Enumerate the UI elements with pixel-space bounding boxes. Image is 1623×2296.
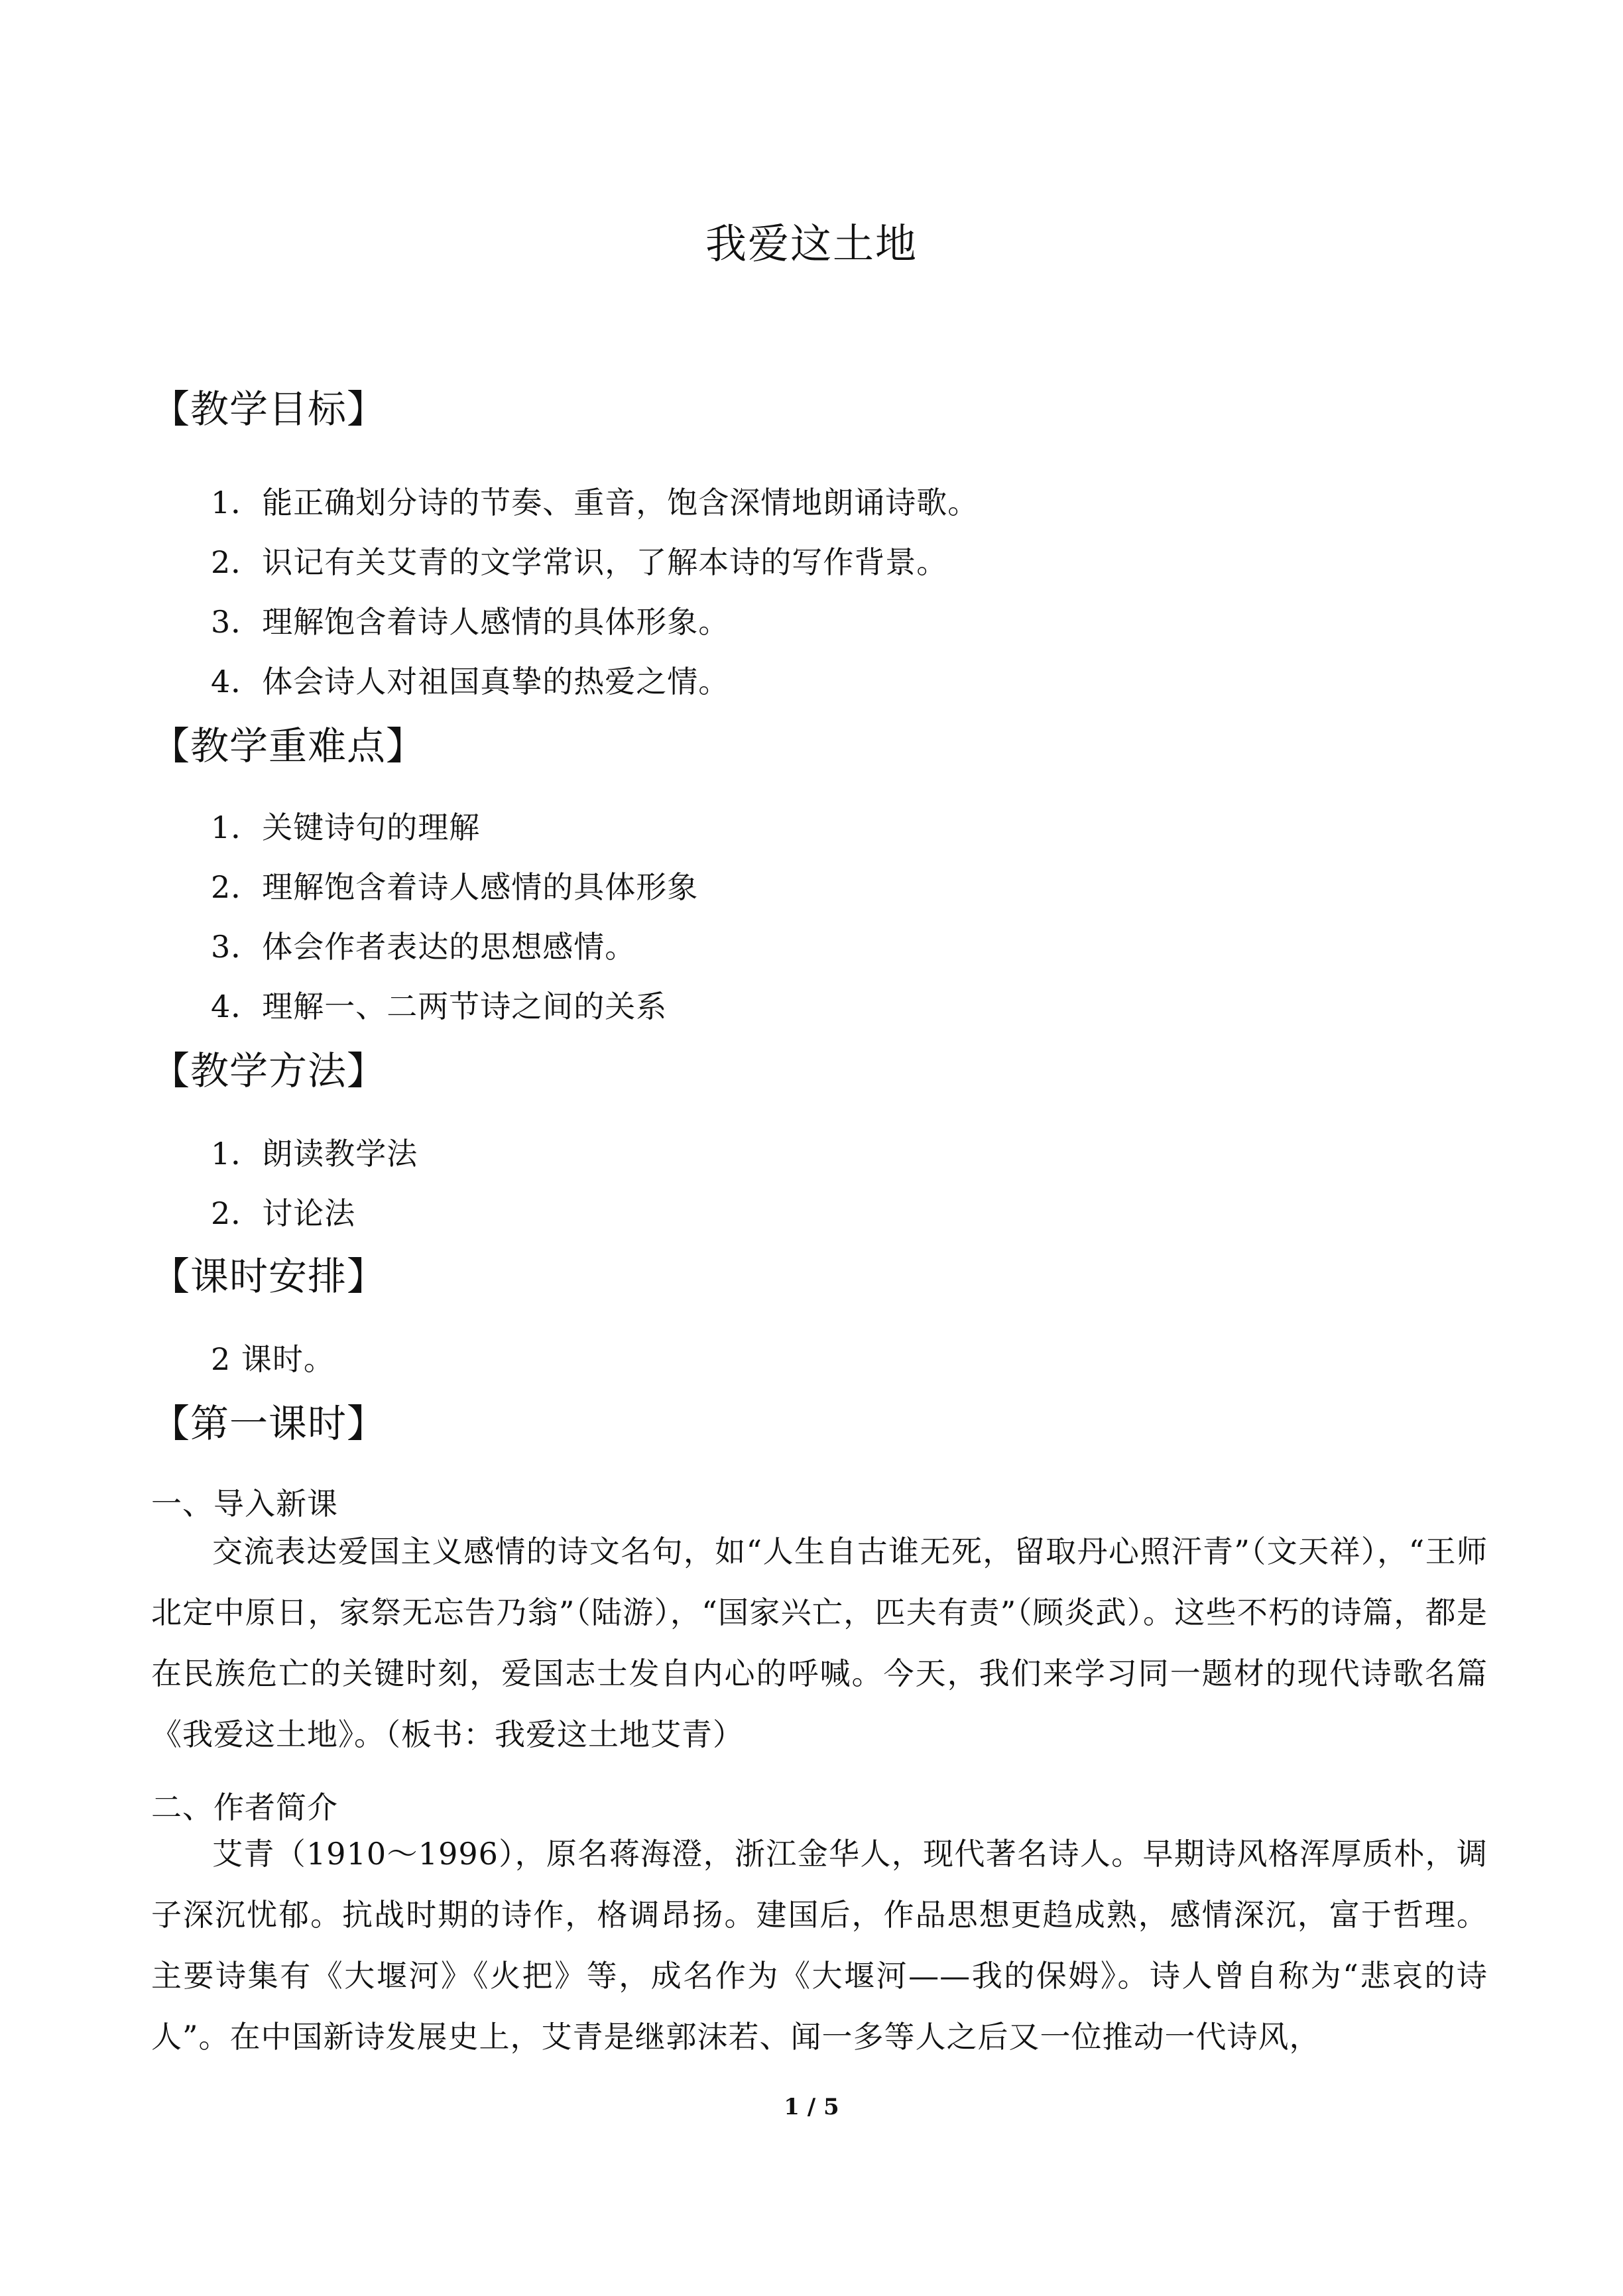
list-item: 1．能正确划分诗的节奏、重音，饱含深情地朗诵诗歌。 <box>211 485 979 520</box>
list-item: 2．理解饱含着诗人感情的具体形象 <box>211 869 699 905</box>
subsection-title-author: 二、作者简介 <box>151 1789 338 1825</box>
list-item: 2．讨论法 <box>211 1195 356 1231</box>
list-item: 4．理解一、二两节诗之间的关系 <box>211 989 668 1024</box>
subsection-title-intro: 一、导入新课 <box>151 1486 338 1522</box>
paragraph-author: 艾青（1910～1996），原名蒋海澄，浙江金华人，现代著名诗人。早期诗风格浑厚质朴，调子深沉忧郁。抗战时期的诗作，格调昂扬。建国后，作品思想更趋成熟，感情深沉，富于哲理。主要诗集有《大堰河》《火把》等，成名作为《大堰河——我的保姆》。诗人曾自称为“悲哀的诗人”。在中国新诗发展史上，艾青是继郭沫若、闻一多等人之后又一位推动一代诗风， <box>151 1836 1488 2055</box>
list-item: 3．体会作者表达的思想感情。 <box>211 929 636 965</box>
page-title: 我爱这土地 <box>705 219 918 268</box>
page-number: 1 / 5 <box>784 2094 839 2120</box>
list-item: 1．关键诗句的理解 <box>211 810 481 845</box>
section-heading-methods: 【教学方法】 <box>151 1048 387 1093</box>
list-item: 2．识记有关艾青的文学常识，了解本诗的写作背景。 <box>211 544 948 580</box>
section-heading-goals: 【教学目标】 <box>151 387 387 432</box>
section-heading-key-points: 【教学重难点】 <box>151 723 426 768</box>
section-heading-schedule: 【课时安排】 <box>151 1254 387 1299</box>
list-item: 3．理解饱含着诗人感情的具体形象。 <box>211 604 730 640</box>
list-item: 4．体会诗人对祖国真挚的热爱之情。 <box>211 664 730 699</box>
list-item: 1．朗读教学法 <box>211 1136 418 1172</box>
section-heading-first-lesson: 【第一课时】 <box>151 1401 387 1446</box>
list-item: 2 课时。 <box>211 1341 335 1377</box>
paragraph-intro: 交流表达爱国主义感情的诗文名句，如“人生自古谁无死，留取丹心照汗青”（文天祥），“王师北定中原日，家祭无忘告乃翁”（陆游），“国家兴亡，匹夫有责”（顾炎武）。这些不朽的诗篇，都是在民族危亡的关键时刻，爱国志士发自内心的呼喊。今天，我们来学习同一题材的现代诗歌名篇《我爱这土地》。（板书：我爱这土地艾青） <box>151 1534 1488 1752</box>
